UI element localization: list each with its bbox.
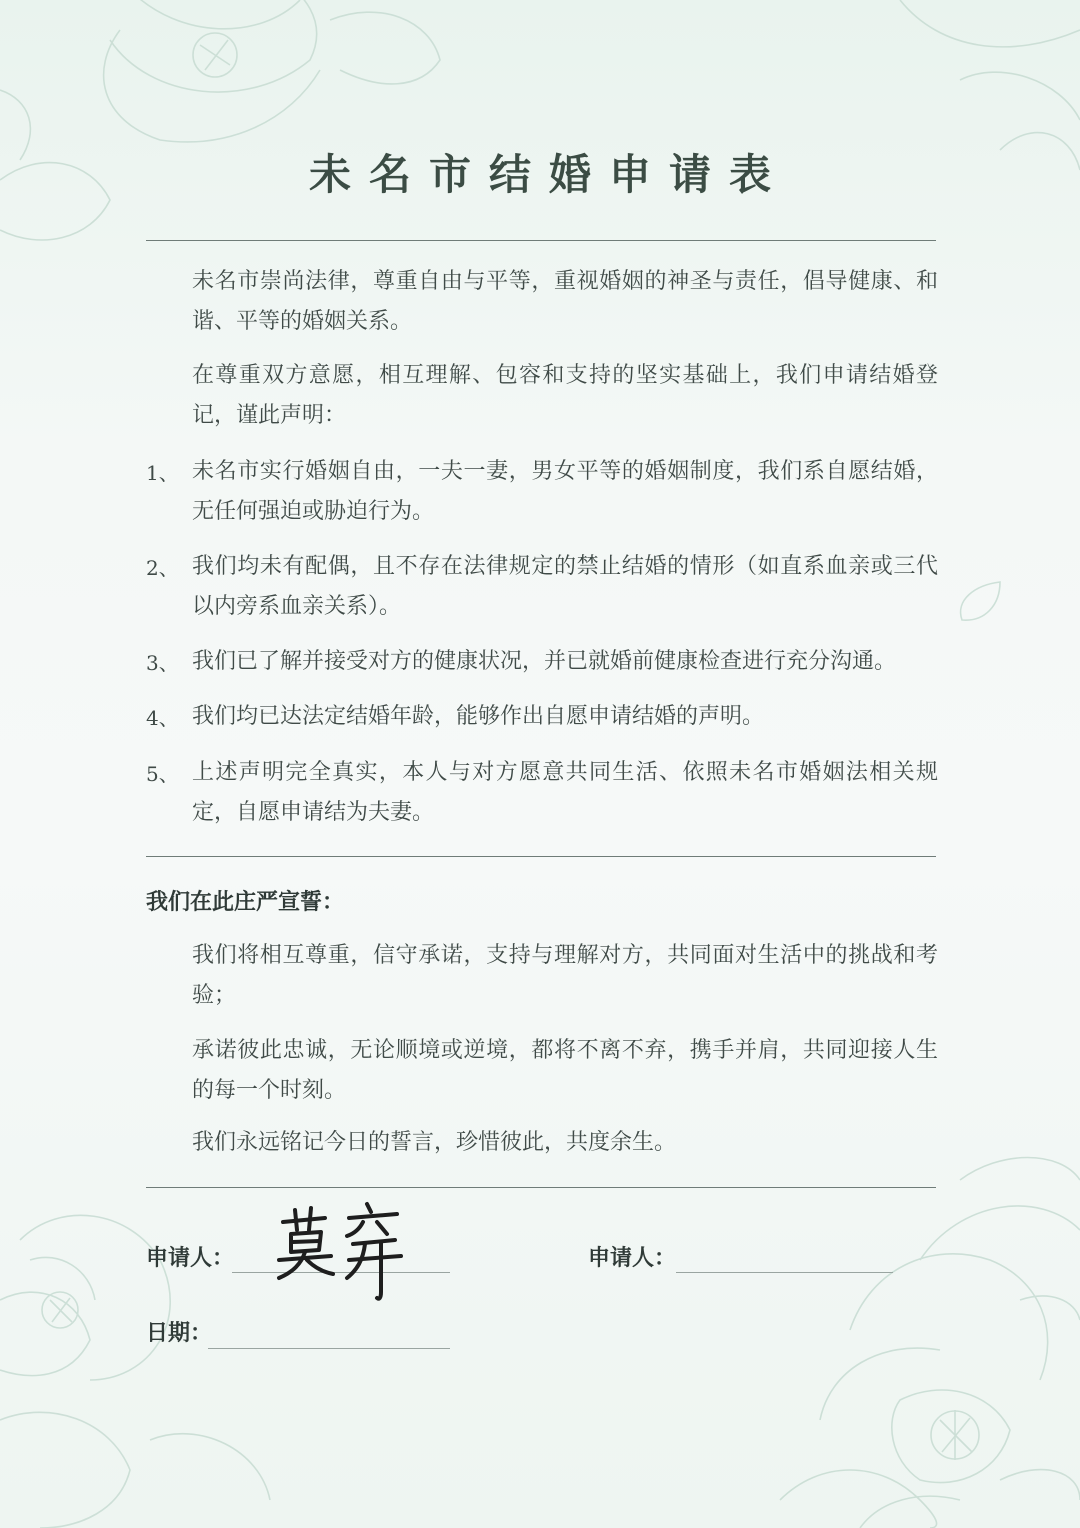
applicant-2-signature-line[interactable] [676, 1272, 893, 1273]
flower-bottom-right [780, 1158, 1080, 1528]
declaration-item: 未名市实行婚姻自由，一夫一妻，男女平等的婚姻制度，我们系自愿结婚，无任何强迫或胁迫行为。 [192, 459, 938, 524]
applicant-2-label: 申请人： [588, 1245, 677, 1271]
applicant-1-handwritten-signature [265, 1200, 415, 1310]
divider-bottom [146, 1187, 936, 1188]
intro-paragraph-2: 在尊重双方意愿，相互理解、包容和支持的坚实基础上，我们申请结婚登记，谨此声明： [192, 363, 938, 428]
declaration-item: 我们均未有配偶，且不存在法律规定的禁止结婚的情形（如直系血亲或三代以内旁系血亲关系）。 [192, 554, 938, 619]
declaration-number: 2、 [146, 556, 179, 580]
page-title: 未名市结婚申请表 [308, 150, 789, 199]
oath-heading: 我们在此庄严宣誓： [146, 889, 345, 915]
divider-middle [146, 856, 936, 857]
oath-paragraph-3: 我们永远铭记今日的誓言，珍惜彼此，共度余生。 [192, 1130, 677, 1155]
date-line[interactable] [208, 1348, 450, 1349]
date-label: 日期： [146, 1320, 213, 1346]
divider-top [146, 240, 936, 241]
oath-paragraph-2: 承诺彼此忠诚，无论顺境或逆境，都将不离不弃，携手并肩，共同迎接人生的每一个时刻。 [192, 1038, 938, 1103]
petal-right [961, 582, 1000, 620]
declaration-number: 3、 [146, 651, 179, 675]
oath-paragraph-1: 我们将相互尊重，信守承诺，支持与理解对方，共同面对生活中的挑战和考验； [192, 943, 938, 1008]
declaration-number: 5、 [146, 762, 179, 786]
applicant-1-label: 申请人： [146, 1245, 235, 1271]
declaration-item: 上述声明完全真实，本人与对方愿意共同生活、依照未名市婚姻法相关规定，自愿申请结为夫妻。 [192, 760, 938, 825]
declaration-item: 我们已了解并接受对方的健康状况，并已就婚前健康检查进行充分沟通。 [192, 649, 897, 674]
flower-top-left [0, 0, 440, 240]
intro-paragraph-1: 未名市崇尚法律，尊重自由与平等，重视婚姻的神圣与责任，倡导健康、和谐、平等的婚姻关系。 [192, 269, 938, 334]
declaration-item: 我们均已达法定结婚年龄，能够作出自愿申请结婚的声明。 [192, 704, 765, 729]
declaration-number: 1、 [146, 461, 179, 485]
declaration-number: 4、 [146, 706, 179, 730]
